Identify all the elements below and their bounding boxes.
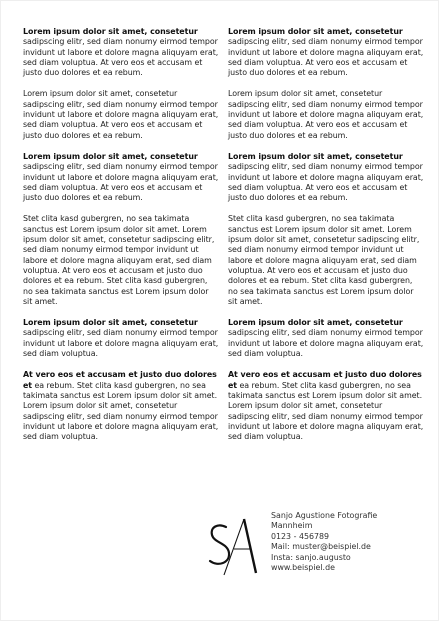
paragraph-body: sadipscing elitr, sed diam nonumy eirmod tempor invidunt ut labore et dolore magna aliquyam erat, sed diam voluptua. At vero eos et accusam et justo duo dolores et ea rebum.: [23, 162, 219, 203]
footer-signature: [204, 511, 424, 601]
paragraph-body: sadipscing elitr, sed diam nonumy eirmod tempor invidunt ut labore et dolore magna aliquyam erat, sed diam voluptua. At vero eos et accusam et justo duo dolores et ea rebum.: [228, 162, 424, 203]
paragraph-lead: Lorem ipsum dolor sit amet, consetetur: [228, 318, 403, 328]
contact-name: Sanjo Agustione Fotografie: [271, 511, 378, 520]
paragraph-lead: Lorem ipsum dolor sit amet, consetetur: [228, 27, 403, 36]
paragraph: [23, 370, 219, 442]
paragraph-lead: At vero eos et accusam et justo duo dolores et: [228, 370, 422, 390]
contact-city: Mannheim: [271, 521, 313, 531]
paragraph-lead: Lorem ipsum dolor sit amet, consetetur: [23, 318, 198, 328]
paragraph: [228, 318, 424, 359]
paragraph: [23, 27, 219, 78]
monogram-logo: [204, 515, 268, 577]
paragraph: [228, 370, 424, 442]
paragraph-body: Stet clita kasd gubergren, no sea takimata sanctus est Lorem ipsum dolor sit amet. Lorem ipsum dolor sit amet, consetetur sadipscing elitr, sed diam nonumy eirmod tempor invidunt ut labore et dolore magna aliquyam erat, sed diam voluptua. At vero eos et accusam et justo duo dolores et ea rebum. Stet clita kasd gubergren, no sea takimata sanctus est Lorem ipsum dolor sit amet.: [23, 214, 215, 306]
paragraph-lead: At vero eos et accusam et justo duo dolores et: [23, 370, 217, 390]
paragraph-body: ea rebum. Stet clita kasd gubergren, no sea takimata sanctus est Lorem ipsum dolor sit amet. Lorem ipsum dolor sit amet, consetetur sadipscing elitr, sed diam nonumy eirmod tempor invidunt ut labore et dolore magna aliquyam erat, sed diam voluptua.: [228, 380, 424, 442]
paragraph: [23, 152, 219, 203]
paragraph-lead: Lorem ipsum dolor sit amet, consetetur: [228, 151, 403, 161]
paragraph-body: sadipscing elitr, sed diam nonumy eirmod tempor invidunt ut labore et dolore magna aliquyam erat, sed diam voluptua.: [228, 328, 424, 359]
paragraph-body: sadipscing elitr, sed diam nonumy eirmod tempor invidunt ut labore et dolore magna aliquyam erat, sed diam voluptua. At vero eos et accusam et justo duo dolores et ea rebum.: [228, 37, 424, 78]
contact-phone: 0123 - 456789: [271, 531, 330, 541]
contact-block: [271, 511, 377, 573]
paragraph: [228, 27, 424, 78]
paragraph: [23, 214, 219, 307]
paragraph-body: ea rebum. Stet clita kasd gubergren, no sea takimata sanctus est Lorem ipsum dolor sit amet. Lorem ipsum dolor sit amet, consetetur sadipscing elitr, sed diam nonumy eirmod tempor invidunt ut labore et dolore magna aliquyam erat, sed diam voluptua.: [23, 380, 219, 442]
paragraph: [23, 89, 219, 140]
contact-web: www.beispiel.de: [271, 563, 335, 573]
paragraph-lead: Lorem ipsum dolor sit amet, consetetur: [23, 151, 198, 161]
left-column: [23, 27, 219, 453]
paragraph-body: sadipscing elitr, sed diam nonumy eirmod tempor invidunt ut labore et dolore magna aliquyam erat, sed diam voluptua. At vero eos et accusam et justo duo dolores et ea rebum.: [23, 37, 219, 78]
paragraph-body: Lorem ipsum dolor sit amet, consetetur sadipscing elitr, sed diam nonumy eirmod tempor invidunt ut labore et dolore magna aliquyam erat, sed diam voluptua. At vero eos et accusam et justo duo dolores et ea rebum.: [228, 89, 424, 140]
right-column: [228, 27, 424, 453]
contact-insta: Insta: sanjo.augusto: [271, 552, 351, 562]
paragraph: [228, 214, 424, 307]
paragraph: [23, 318, 219, 359]
paragraph-body: Stet clita kasd gubergren, no sea takimata sanctus est Lorem ipsum dolor sit amet. Lorem ipsum dolor sit amet, consetetur sadipscing elitr, sed diam nonumy eirmod tempor invidunt ut labore et dolore magna aliquyam erat, sed diam voluptua. At vero eos et accusam et justo duo dolores et ea rebum. Stet clita kasd gubergren, no sea takimata sanctus est Lorem ipsum dolor sit amet.: [228, 214, 420, 306]
paragraph-lead: Lorem ipsum dolor sit amet, consetetur: [23, 27, 198, 36]
paragraph-body: sadipscing elitr, sed diam nonumy eirmod tempor invidunt ut labore et dolore magna aliquyam erat, sed diam voluptua.: [23, 328, 219, 359]
contact-mail: Mail: muster@beispiel.de: [271, 542, 371, 552]
paragraph: [228, 89, 424, 140]
paragraph-body: Lorem ipsum dolor sit amet, consetetur sadipscing elitr, sed diam nonumy eirmod tempor invidunt ut labore et dolore magna aliquyam erat, sed diam voluptua. At vero eos et accusam et justo duo dolores et ea rebum.: [23, 89, 219, 140]
paragraph: [228, 152, 424, 203]
